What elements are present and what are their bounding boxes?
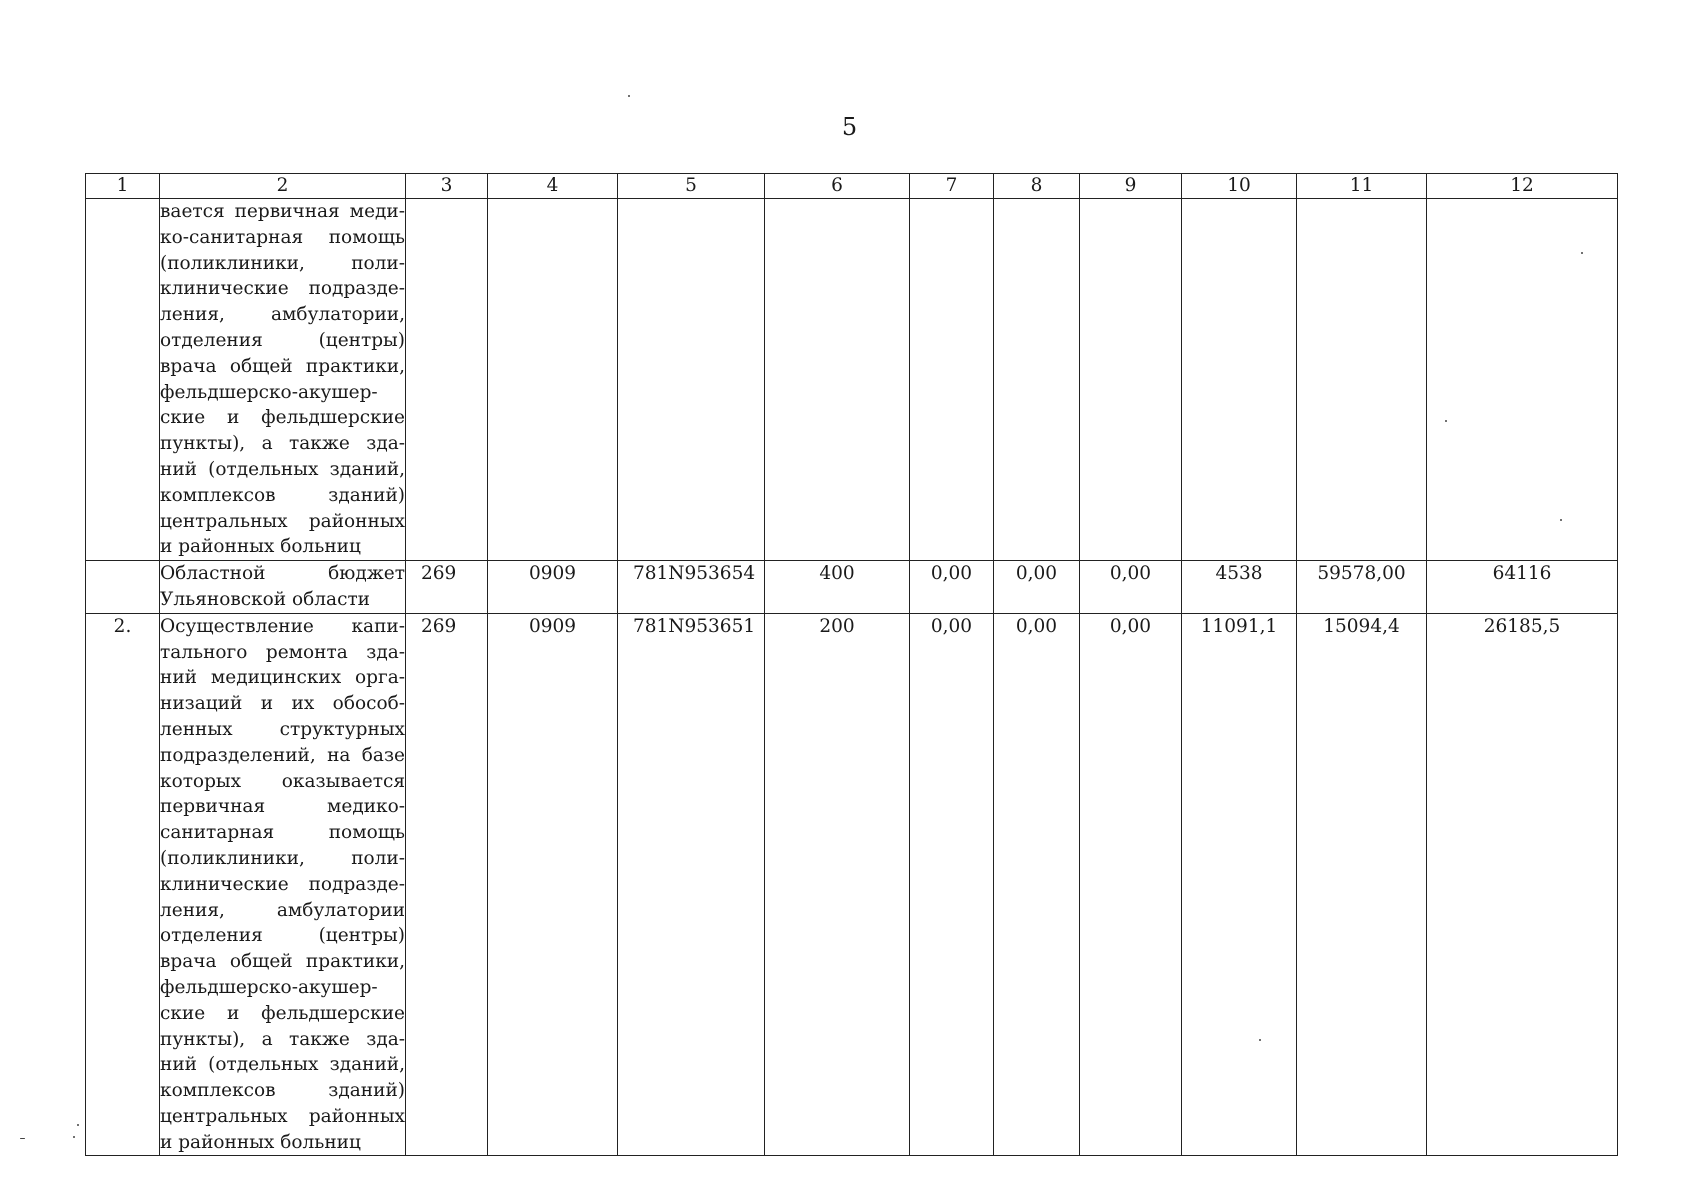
description-line: фельдшерско-акушер- [160,381,378,403]
description-cell [160,561,406,614]
description-cell [160,199,406,561]
column-header-8: 8 [994,174,1080,199]
value-cell-col-12: 26185,5 [1427,613,1618,1156]
column-header-6: 6 [765,174,910,199]
description-line: клинические подразде- [160,873,405,895]
description-line: санитарная помощь [160,822,405,844]
value-cell-col-3 [406,199,488,561]
description-line: врача общей практики, [160,951,405,973]
description-line: ленных структурных [160,718,405,740]
row-number-cell [86,199,160,561]
description-line: подразделений, на базе [160,744,405,766]
budget-table [85,173,1618,1156]
column-header-12: 12 [1427,174,1618,199]
scan-speck [1560,519,1562,521]
column-header-4: 4 [488,174,618,199]
description-cell [160,613,406,1156]
description-line: фельдшерско-акушер- [160,976,378,998]
page-number: 5 [841,113,858,141]
value-cell-col-3: 269 [406,613,488,1156]
value-cell-col-4: 0909 [488,561,618,614]
scan-speck [1581,252,1583,254]
value-cell-col-12 [1427,199,1618,561]
description-line: клинические подразде- [160,278,405,300]
value-cell-col-9: 0,00 [1080,561,1182,614]
scan-speck [73,1136,75,1138]
column-header-7: 7 [910,174,994,199]
description-line: и районных больниц [160,1131,361,1153]
scan-speck [77,1124,79,1126]
row-number-cell [86,561,160,614]
column-header-9: 9 [1080,174,1182,199]
value-cell-col-9: 0,00 [1080,613,1182,1156]
description-line: центральных районных [160,510,405,532]
description-line: Ульяновской области [160,588,371,610]
description-line: (поликлиники, поли- [160,847,405,869]
value-cell-col-7: 0,00 [910,561,994,614]
value-cell-col-5: 781N953651 [618,613,765,1156]
value-cell-col-3: 269 [406,561,488,614]
value-cell-col-4: 0909 [488,613,618,1156]
column-header-5: 5 [618,174,765,199]
description-line: ские и фельдшерские [160,407,405,429]
description-line: пункты), а также зда- [160,1028,405,1050]
value-cell-col-10 [1182,199,1297,561]
column-header-1: 1 [86,174,160,199]
value-cell-col-5 [618,199,765,561]
description-line: отделения (центры) [160,329,405,351]
description-line: врача общей практики, [160,355,405,377]
description-line: которых оказывается [160,770,405,792]
value-cell-col-6 [765,199,910,561]
column-header-10: 10 [1182,174,1297,199]
description-line: комплексов зданий) [160,484,405,506]
value-cell-col-7 [910,199,994,561]
description-line: ские и фельдшерские [160,1002,405,1024]
scan-speck [1259,1039,1261,1041]
description-line: ний медицинских орга- [160,667,405,689]
description-line: тального ремонта зда- [160,641,405,663]
value-cell-col-6: 200 [765,613,910,1156]
value-cell-col-5: 781N953654 [618,561,765,614]
value-cell-col-10: 4538 [1182,561,1297,614]
description-line: ний (отдельных зданий, [160,458,405,480]
description-line: Осуществление капи- [160,615,405,637]
row-number-cell: 2. [86,613,160,1156]
table-row [86,199,1618,561]
description-line: низаций и их обособ- [160,693,405,715]
column-header-3: 3 [406,174,488,199]
value-cell-col-6: 400 [765,561,910,614]
value-cell-col-12: 64116 [1427,561,1618,614]
column-header-11: 11 [1297,174,1427,199]
value-cell-col-9 [1080,199,1182,561]
value-cell-col-8: 0,00 [994,613,1080,1156]
description-line: ко-санитарная помощь [160,226,405,248]
scan-speck [1445,420,1447,422]
column-header-2: 2 [160,174,406,199]
value-cell-col-4 [488,199,618,561]
description-line: ления, амбулатории [160,899,405,921]
description-line: ления, амбулатории, [160,304,405,326]
description-line: отделения (центры) [160,925,405,947]
table-header-row [86,174,1618,199]
description-line: вается первичная меди- [160,201,405,222]
value-cell-col-11: 59578,00 [1297,561,1427,614]
description-line: центральных районных [160,1105,405,1127]
scan-speck [628,95,630,97]
description-line: первичная медико- [160,796,405,818]
table-row [86,613,1618,1156]
description-line: ний (отдельных зданий, [160,1054,405,1076]
description-line: пункты), а также зда- [160,433,405,455]
description-line: комплексов зданий) [160,1080,405,1102]
value-cell-col-7: 0,00 [910,613,994,1156]
value-cell-col-11 [1297,199,1427,561]
value-cell-col-8: 0,00 [994,561,1080,614]
description-line: Областной бюджет [160,563,405,585]
description-line: и районных больниц [160,536,361,558]
scan-speck [20,1138,25,1139]
description-line: (поликлиники, поли- [160,252,405,274]
value-cell-col-8 [994,199,1080,561]
value-cell-col-11: 15094,4 [1297,613,1427,1156]
value-cell-col-10: 11091,1 [1182,613,1297,1156]
table-row [86,561,1618,614]
